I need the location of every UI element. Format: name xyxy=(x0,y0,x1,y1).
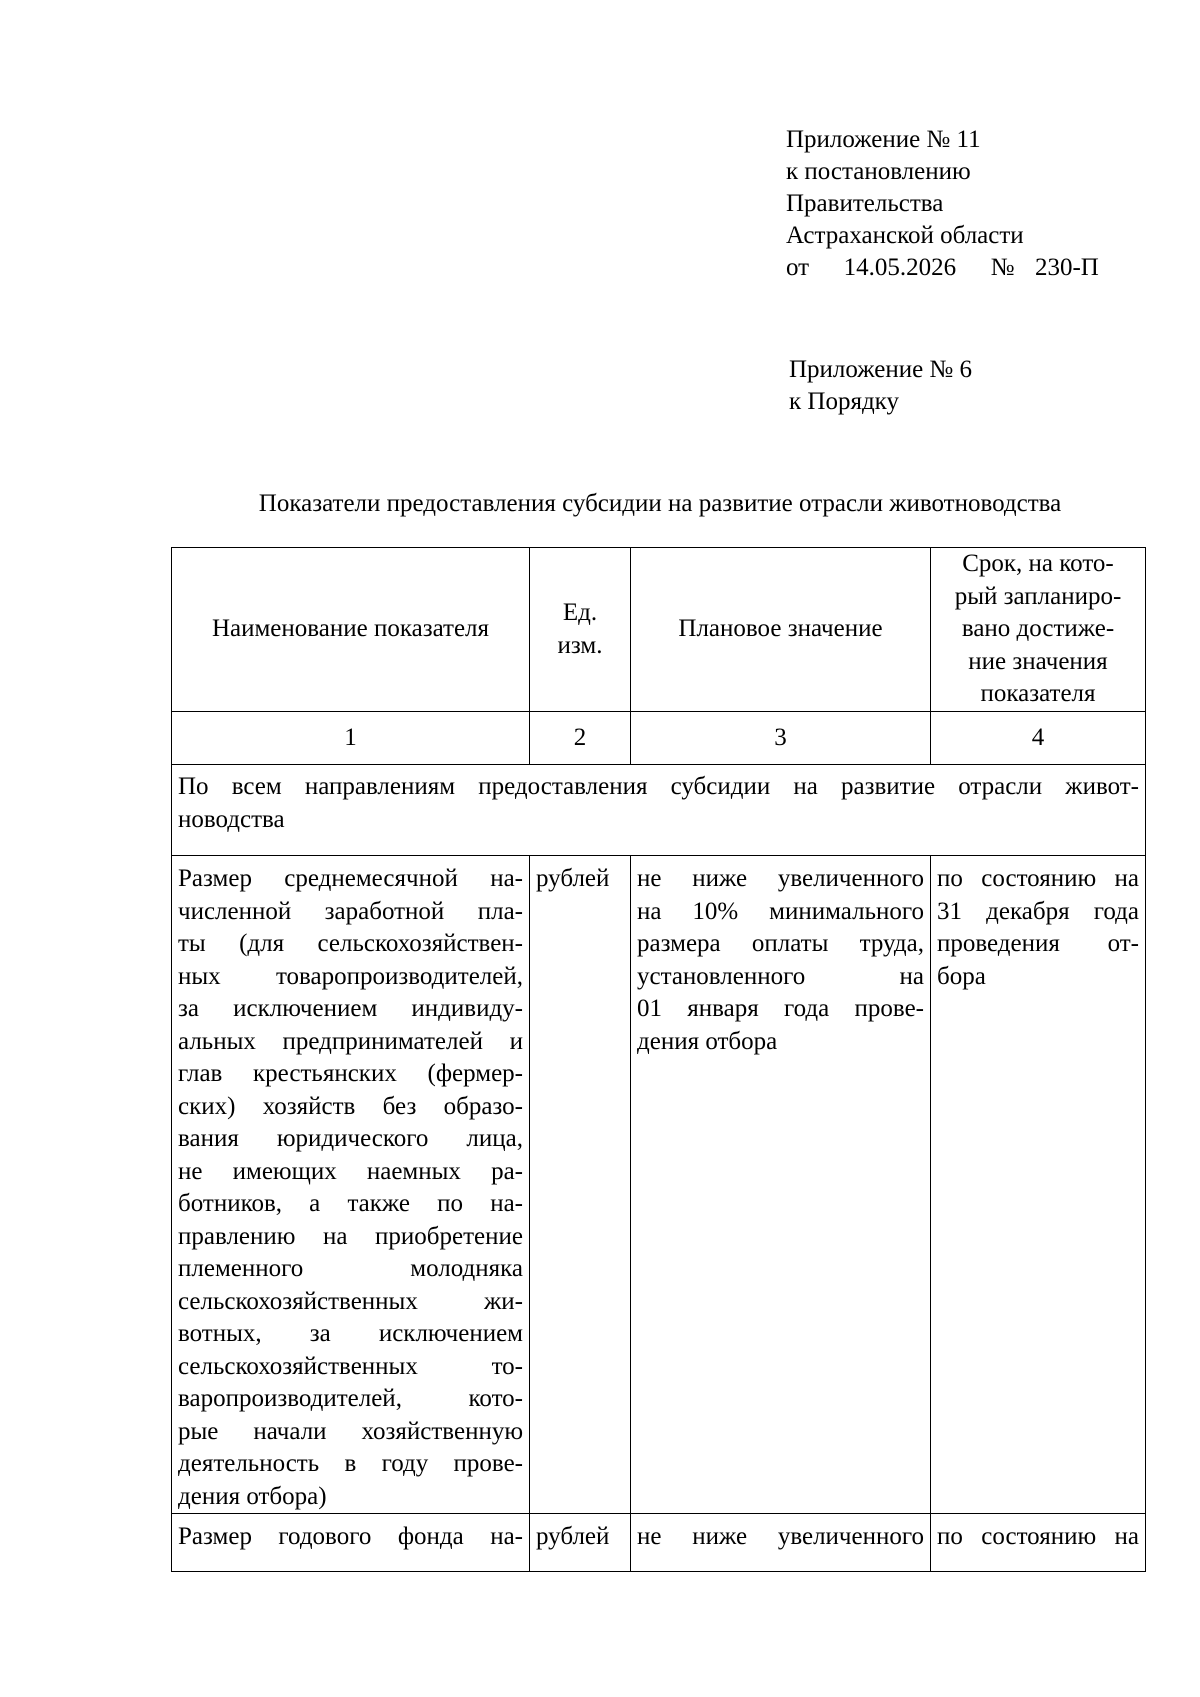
decree-number: 230-П xyxy=(1034,254,1099,281)
date-prefix: от xyxy=(786,254,810,281)
indicator-term: по состоянию на xyxy=(931,1514,1146,1572)
indicator-unit: рублей xyxy=(530,1514,631,1572)
appendix-line: Приложение № 6 xyxy=(789,356,973,383)
appendix-6-header xyxy=(789,354,972,418)
header-plan: Плановое значение xyxy=(631,548,931,712)
column-number: 2 xyxy=(530,712,631,765)
column-number-row xyxy=(172,712,1146,765)
indicator-plan: не ниже увеличенного xyxy=(631,1514,931,1572)
indicator-plan: не ниже увеличенного на 10% минимального размера оплаты труда, установленного на 01 января года прове- дения отбора xyxy=(631,856,931,1514)
indicators-table xyxy=(171,547,1146,1572)
decree-date-line xyxy=(786,252,1099,284)
column-number: 1 xyxy=(172,712,530,765)
header-term: Срок, на кото- рый запланиро- вано достиже- ние значения показателя xyxy=(931,548,1146,712)
document-title: Показатели предоставления субсидии на развитие отрасли животноводства xyxy=(258,490,1062,517)
header-name: Наименование показателя xyxy=(172,548,530,712)
table-header-row xyxy=(172,548,1146,712)
appendix-line: Правительства xyxy=(786,190,944,217)
header-unit: Ед. изм. xyxy=(530,548,631,712)
number-sign: № xyxy=(990,254,1015,281)
indicator-term: по состоянию на 31 декабря года проведения от- бора xyxy=(931,856,1146,1514)
table-row xyxy=(172,856,1146,1514)
section-heading: По всем направлениям предоставления субсидии на развитие отрасли живот- новодства xyxy=(172,765,1146,856)
appendix-line: Астраханской области xyxy=(786,222,1024,249)
appendix-line: к постановлению xyxy=(786,158,971,185)
indicator-name: Размер годового фонда на- xyxy=(172,1514,530,1572)
appendix-11-header xyxy=(786,124,1099,284)
column-number: 4 xyxy=(931,712,1146,765)
appendix-line: Приложение № 11 xyxy=(786,126,981,153)
column-number: 3 xyxy=(631,712,931,765)
appendix-line: к Порядку xyxy=(789,388,899,415)
decree-date: 14.05.2026 xyxy=(843,254,957,281)
indicator-unit: рублей xyxy=(530,856,631,1514)
table-row xyxy=(172,1514,1146,1572)
section-row xyxy=(172,765,1146,856)
indicator-name: Размер среднемесячной на- численной заработной пла- ты (для сельскохозяйствен- ных товаропроизводителей, за исключением индивиду- альных предпринимателей и глав крестьянских (фермер- ских) хозяйств без образо- вания юридического лица, не имеющих наемных ра- ботников, а также по на- правлению на приобретение племенного молодняка сельскохозяйственных жи- вотных, за исключением сельскохозяйственных то- варопроизводителей, кото- рые начали хозяйственную деятельность в году прове- дения отбора) xyxy=(172,856,530,1514)
